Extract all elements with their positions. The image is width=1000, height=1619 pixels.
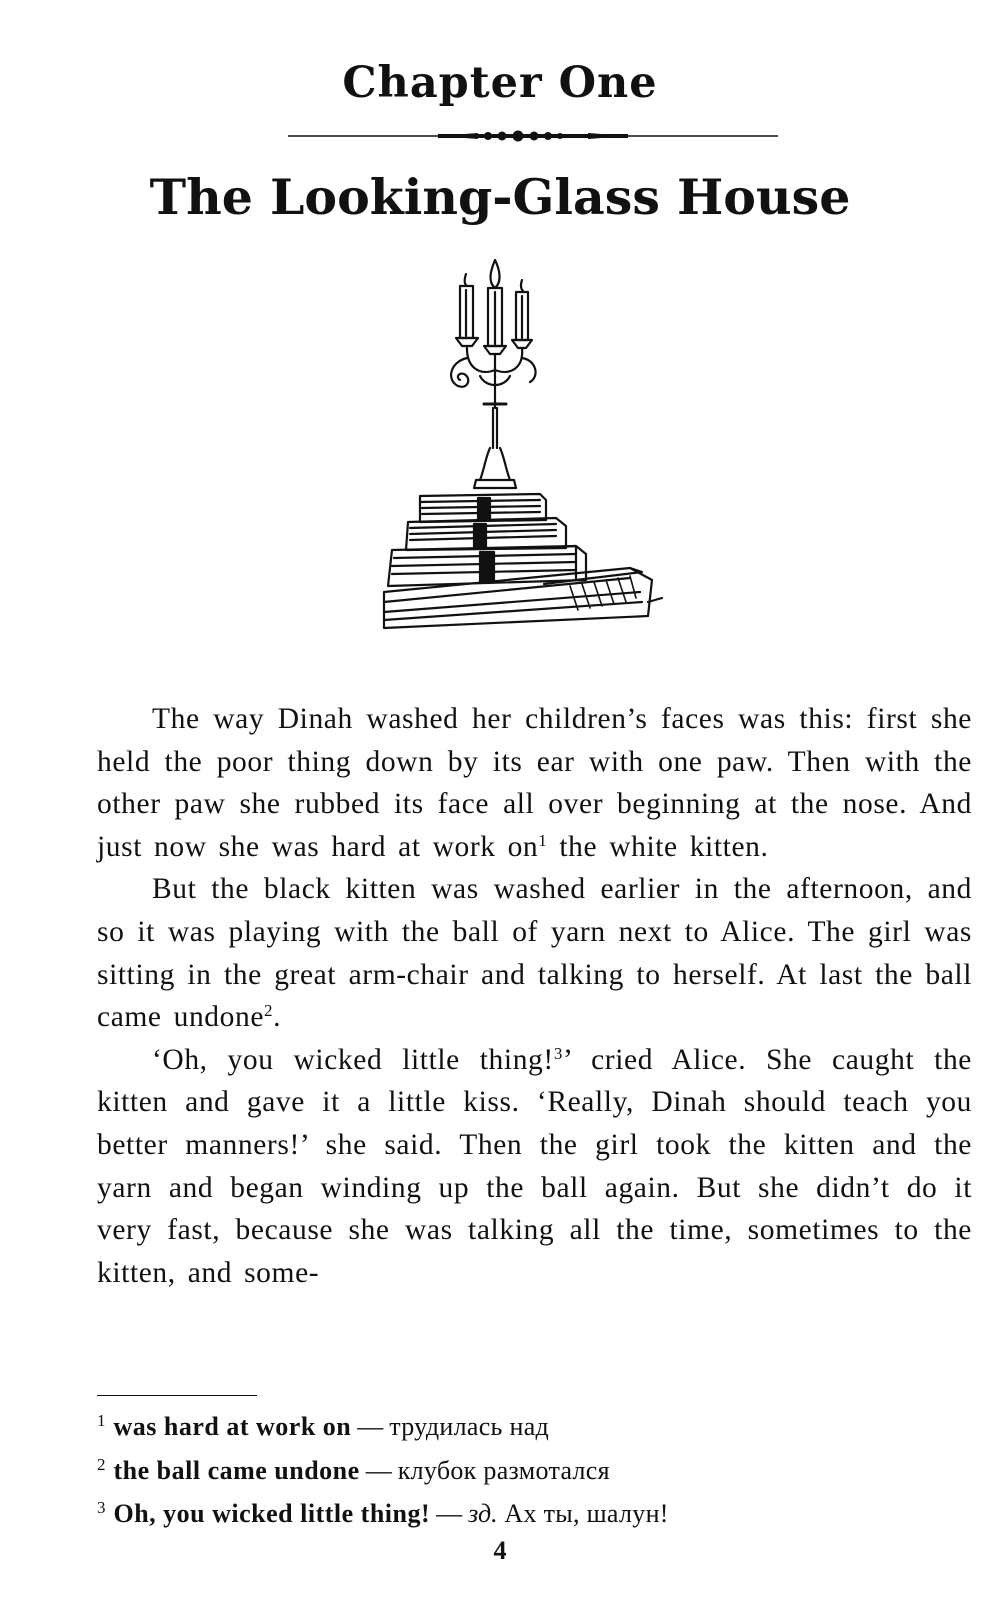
text-run: the white kitten. — [547, 830, 769, 863]
text-run: The way Dinah washed her children’s faces was this: first she held the poor thing down by its ear with one paw. Then with the other paw she rubbed its face all over beginning at the nose. And just now she was hard at work on — [97, 703, 972, 863]
footnote-translation: Ах ты, шалун! — [497, 1499, 669, 1528]
footnote-marker: 2 — [264, 1001, 274, 1021]
footnote — [97, 1402, 972, 1446]
chapter-label: Chapter One — [342, 58, 658, 108]
footnotes — [97, 1402, 972, 1533]
text-run: But the black kitten was washed earlier in the afternoon, and so it was playing with the ball of yarn next to Alice. The girl was sitting in the great arm-chair and talking to herself. At last the ball came undone — [97, 873, 972, 1034]
footnote-number: 2 — [97, 1454, 106, 1474]
chapter-title: The Looking-Glass House — [149, 168, 851, 226]
footnote-dash: — — [436, 1499, 463, 1528]
text-run: ‘Oh, you wicked little thing! — [152, 1043, 554, 1076]
footnote-term: Oh, you wicked little thing! — [113, 1499, 431, 1528]
footnote-translation: клубок размотался — [397, 1455, 610, 1485]
page-number: 4 — [493, 1536, 507, 1565]
text-run: . — [273, 1001, 282, 1034]
footnote-number: 3 — [97, 1498, 106, 1517]
footnote-marker: 1 — [538, 830, 548, 850]
footnote — [97, 1446, 972, 1490]
paragraph — [97, 868, 972, 1038]
text-run: ’ cried Alice. She caught the kitten and gave it a little kiss. ‘Really, Dinah should teach you better manners!’ she said. Then the girl took the kitten and the yarn and began winding up the ball again. But she didn’t do it very fast, because she was talking all the time, sometimes to the kitten, and some- — [97, 1043, 972, 1289]
footnote-separator — [97, 1395, 257, 1396]
paragraph — [97, 1039, 972, 1295]
footnote — [97, 1489, 972, 1533]
body-text — [97, 698, 972, 1294]
footnote-term: was hard at work on — [113, 1412, 352, 1441]
ornamental-divider — [288, 126, 778, 146]
footnote-abbreviation: зд. — [468, 1499, 498, 1528]
footnote-marker: 3 — [553, 1043, 563, 1063]
candelabra-on-books-illustration — [380, 258, 680, 658]
footnote-dash: — — [365, 1455, 392, 1485]
footnote-translation: трудилась над — [389, 1412, 550, 1441]
paragraph — [97, 698, 972, 868]
footnote-term: the ball came undone — [113, 1455, 360, 1485]
footnote-dash: — — [357, 1412, 384, 1441]
footnote-number: 1 — [97, 1411, 106, 1430]
